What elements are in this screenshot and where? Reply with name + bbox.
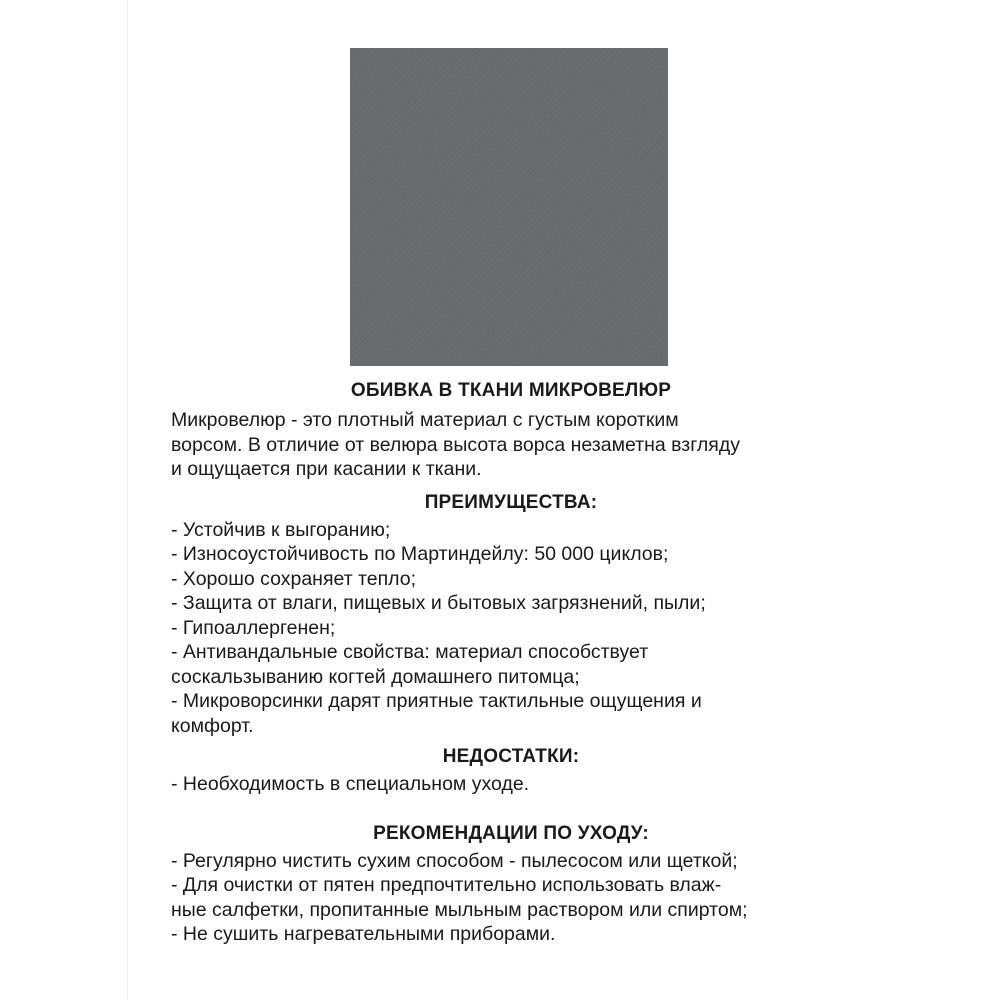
care-item: - Не сушить нагревательными приборами. bbox=[171, 923, 556, 945]
care-item: - Для очистки от пятен предпочтительно использовать влаж- ные салфетки, пропитанные мыльным раствором или спиртом; bbox=[171, 874, 748, 921]
advantages-list bbox=[171, 518, 851, 739]
advantage-item: - Гипоаллергенен; bbox=[171, 616, 336, 639]
fabric-title: ОБИВКА В ТКАНИ МИКРОВЕЛЮР bbox=[350, 380, 672, 401]
care-list bbox=[171, 849, 851, 947]
fabric-description: Микровелюр - это плотный материал с густым коротким ворсом. В отличие от велюра высота ворса незаметна взгляду и ощущается при касании к ткани. bbox=[171, 409, 740, 480]
advantage-item: - Износоустойчивость по Мартиндейлу: 50 000 циклов; bbox=[171, 543, 669, 565]
fabric-swatch-image bbox=[350, 48, 668, 366]
advantage-item: - Защита от влаги, пищевых и бытовых загрязнений, пыли; bbox=[171, 592, 706, 614]
fabric-description-block bbox=[171, 378, 851, 947]
disadvantages-heading: НЕДОСТАТКИ: bbox=[442, 746, 580, 767]
advantages-heading: ПРЕИМУЩЕСТВА: bbox=[424, 491, 598, 513]
advantage-item: - Устойчив к выгоранию; bbox=[171, 518, 391, 541]
advantage-item: - Хорошо сохраняет тепло; bbox=[171, 567, 417, 590]
disadvantage-item: - Необходимость в специальном уходе. bbox=[171, 773, 530, 795]
page-edge-line bbox=[127, 0, 128, 1000]
advantage-item: - Антивандальные свойства: материал способствует соскальзыванию когтей домашнего питомца; bbox=[171, 641, 649, 688]
care-heading: РЕКОМЕНДАЦИИ ПО УХОДУ: bbox=[373, 822, 649, 844]
advantage-item: - Микроворсинки дарят приятные тактильные ощущения и комфорт. bbox=[171, 690, 702, 737]
disadvantages-list bbox=[171, 772, 851, 797]
care-item: - Регулярно чистить сухим способом - пылесосом или щеткой; bbox=[171, 849, 738, 872]
